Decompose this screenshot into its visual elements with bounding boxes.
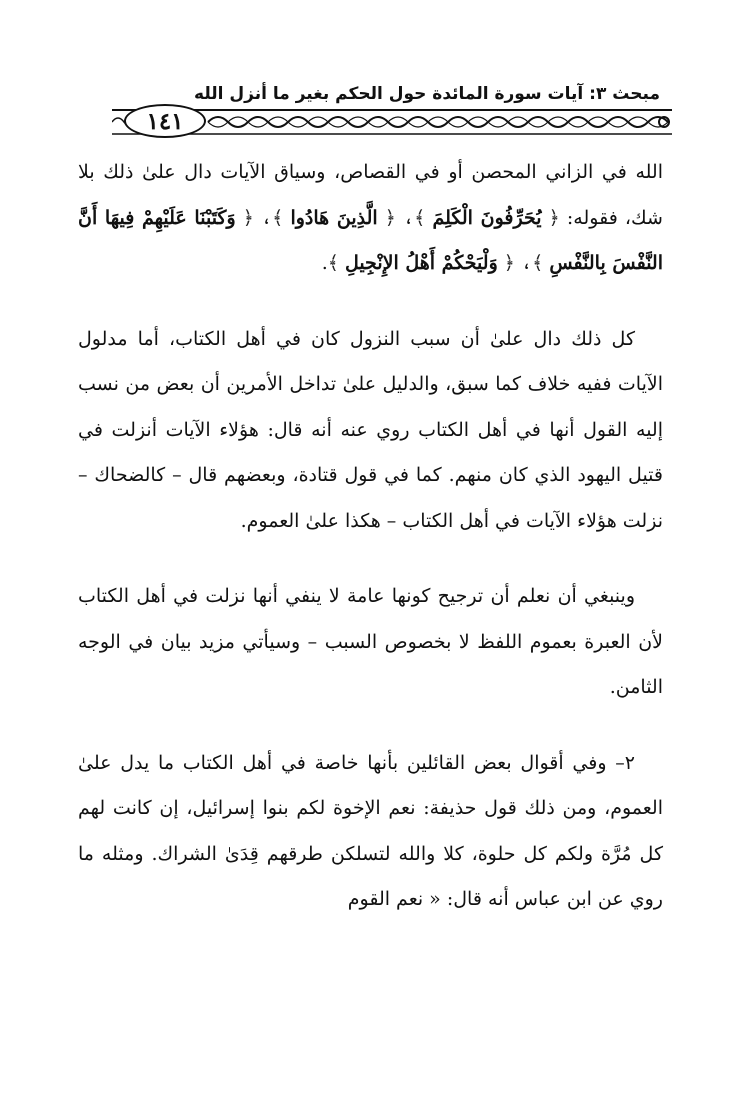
quran-quote-2: الَّذِينَ هَادُوا — [290, 206, 378, 229]
quran-quote-3: وَكَتَبْنَا عَلَيْهِمْ فِيهَا أَنَّ النَّفْسَ بِالنَّفْسِ — [78, 206, 663, 274]
quran-quote-1: يُحَرِّفُونَ الْكَلِمَ — [432, 206, 542, 229]
quran-quote-4: وَلْيَحْكُمْ أَهْلُ الإِنْجِيلِ — [344, 252, 498, 274]
paragraph-1-text: الله في الزاني المحصن أو في القصاص، وسياق الآيات دال علىٰ ذلك بلا شك، فقوله: — [78, 161, 663, 229]
running-header-title: مبحث ٣: آيات سورة المائدة حول الحكم بغير ما أنزل الله — [194, 84, 660, 104]
paragraph-4: ٢– وفي أقوال بعض القائلين بأنها خاصة في أهل الكتاب ما يدل علىٰ العموم، ومن ذلك قول حذيفة: نعم الإخوة لكم بنوا إسرائيل، إن كانت لهم كل مُرَّة ولكم كل حلوة، كلا والله لتسلكن طرقهم قِدَىٰ الشراك. ومثله ما روي عن ابن عباس أنه قال: « نعم القوم — [78, 751, 663, 910]
paragraph-1: الله في الزاني المحصن أو في القصاص، وسياق الآيات دال علىٰ ذلك بلا شك، فقوله: ﴿ يُحَرِّفُونَ الْكَلِمَ ﴾، ﴿ الَّذِينَ هَادُوا ﴾، ﴿ وَكَتَبْنَا عَلَيْهِمْ فِيهَا أَنَّ النَّفْسَ بِالنَّفْسِ ﴾، ﴿ وَلْيَحْكُمْ أَهْلُ الإِنْجِيلِ ﴾. — [78, 161, 663, 274]
page-body — [78, 150, 663, 923]
paragraph-2: كل ذلك دال علىٰ أن سبب النزول كان في أهل الكتاب، أما مدلول الآيات ففيه خلاف كما سبق، والدليل علىٰ تداخل الأمرين أن بعض من نسب إليه القول أنها في أهل الكتاب روي عنه أنه قال: هؤلاء الآيات أنزلت في قتيل اليهود الذي كان منهم. كما في قول قتادة، وبعضهم قال – كالضحاك – نزلت هؤلاء الآيات في أهل الكتاب – هكذا علىٰ العموم. — [78, 327, 663, 532]
page-number-badge: ١٤١ — [124, 104, 206, 138]
paragraph-3: وينبغي أن نعلم أن ترجيح كونها عامة لا ينفي أنها نزلت في أهل الكتاب لأن العبرة بعموم اللفظ لا بخصوص السبب – وسيأتي مزيد بيان في الوجه الثامن. — [78, 585, 663, 698]
